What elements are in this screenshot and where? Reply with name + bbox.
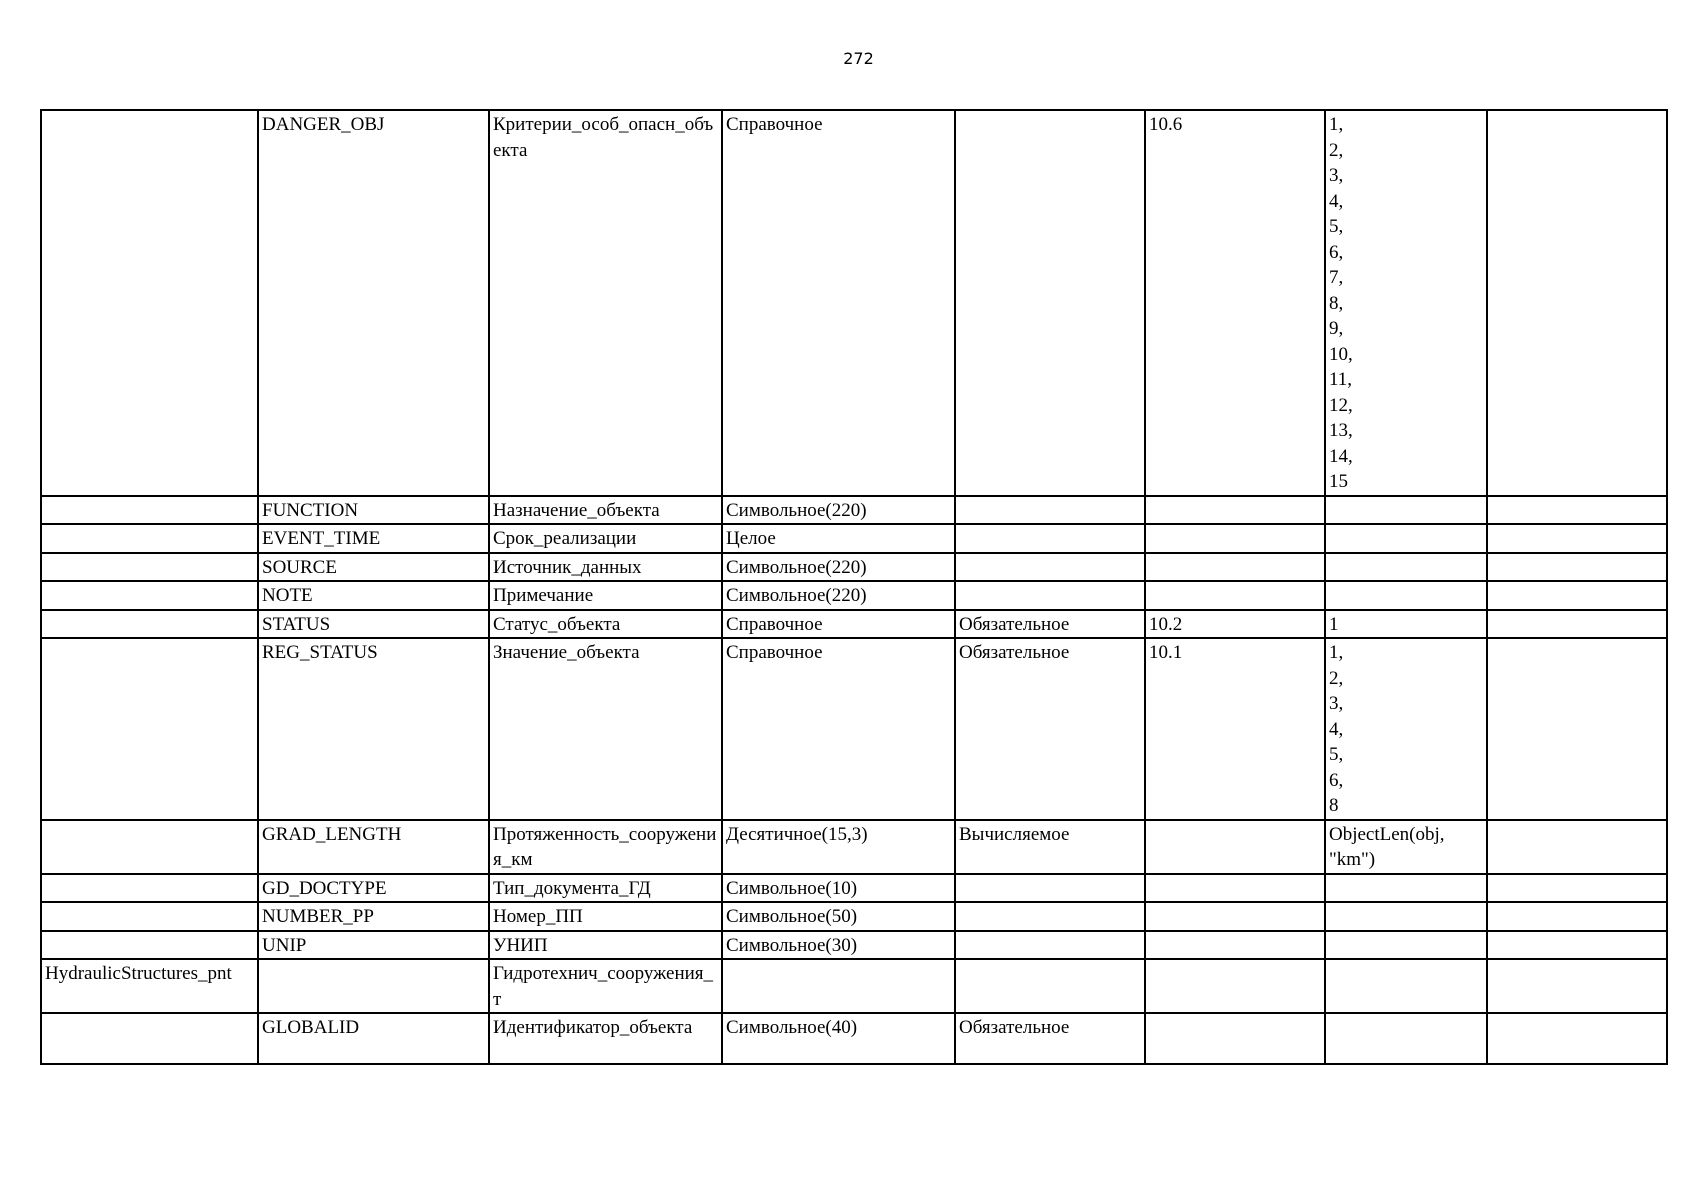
- extra-cell: [1487, 874, 1667, 903]
- requirement-cell: [955, 902, 1145, 931]
- reference-cell: 10.6: [1145, 110, 1325, 496]
- type-cell: Символьное(10): [722, 874, 955, 903]
- extra-cell: [1487, 820, 1667, 874]
- layer-cell: [41, 931, 258, 960]
- table-row: [41, 553, 1667, 582]
- requirement-cell: [955, 959, 1145, 1013]
- table-row: [41, 874, 1667, 903]
- table-row: [41, 524, 1667, 553]
- extra-cell: [1487, 553, 1667, 582]
- type-cell: Символьное(50): [722, 902, 955, 931]
- field-name-cell: STATUS: [258, 610, 489, 639]
- reference-cell: [1145, 524, 1325, 553]
- field-name-cell: UNIP: [258, 931, 489, 960]
- layer-cell: [41, 110, 258, 496]
- layer-cell: [41, 1013, 258, 1064]
- alias-cell: Примечание: [489, 581, 722, 610]
- reference-cell: [1145, 902, 1325, 931]
- alias-cell: Источник_данных: [489, 553, 722, 582]
- layer-cell: [41, 638, 258, 820]
- values-cell: 1, 2, 3, 4, 5, 6, 7, 8, 9, 10, 11, 12, 13, 14, 15: [1325, 110, 1487, 496]
- requirement-cell: [955, 110, 1145, 496]
- layer-cell: [41, 874, 258, 903]
- type-cell: Символьное(30): [722, 931, 955, 960]
- attribute-table: [40, 109, 1668, 1065]
- field-name-cell: GD_DOCTYPE: [258, 874, 489, 903]
- type-cell: Целое: [722, 524, 955, 553]
- requirement-cell: [955, 524, 1145, 553]
- extra-cell: [1487, 959, 1667, 1013]
- type-cell: Символьное(220): [722, 496, 955, 525]
- layer-cell: HydraulicStructures_pnt: [41, 959, 258, 1013]
- field-name-cell: NOTE: [258, 581, 489, 610]
- field-name-cell: EVENT_TIME: [258, 524, 489, 553]
- field-name-cell: DANGER_OBJ: [258, 110, 489, 496]
- type-cell: Справочное: [722, 110, 955, 496]
- layer-cell: [41, 524, 258, 553]
- values-cell: ObjectLen(obj, "km"): [1325, 820, 1487, 874]
- requirement-cell: Обязательное: [955, 1013, 1145, 1064]
- table-row: [41, 581, 1667, 610]
- page-number: 272: [843, 49, 874, 68]
- table-row: [41, 610, 1667, 639]
- layer-cell: [41, 496, 258, 525]
- reference-cell: [1145, 1013, 1325, 1064]
- extra-cell: [1487, 110, 1667, 496]
- table-row: [41, 1013, 1667, 1064]
- alias-cell: УНИП: [489, 931, 722, 960]
- layer-cell: [41, 581, 258, 610]
- field-name-cell: FUNCTION: [258, 496, 489, 525]
- values-cell: [1325, 874, 1487, 903]
- extra-cell: [1487, 902, 1667, 931]
- reference-cell: [1145, 496, 1325, 525]
- extra-cell: [1487, 496, 1667, 525]
- field-name-cell: NUMBER_PP: [258, 902, 489, 931]
- requirement-cell: [955, 553, 1145, 582]
- alias-cell: Срок_реализации: [489, 524, 722, 553]
- alias-cell: Номер_ПП: [489, 902, 722, 931]
- extra-cell: [1487, 1013, 1667, 1064]
- table-row: [41, 638, 1667, 820]
- values-cell: 1, 2, 3, 4, 5, 6, 8: [1325, 638, 1487, 820]
- extra-cell: [1487, 638, 1667, 820]
- table-row: [41, 959, 1667, 1013]
- reference-cell: 10.2: [1145, 610, 1325, 639]
- alias-cell: Статус_объекта: [489, 610, 722, 639]
- layer-cell: [41, 820, 258, 874]
- reference-cell: [1145, 581, 1325, 610]
- alias-cell: Назначение_объекта: [489, 496, 722, 525]
- alias-cell: Тип_документа_ГД: [489, 874, 722, 903]
- type-cell: Справочное: [722, 610, 955, 639]
- alias-cell: Протяженность_сооружения_км: [489, 820, 722, 874]
- values-cell: [1325, 902, 1487, 931]
- requirement-cell: [955, 931, 1145, 960]
- alias-cell: Гидротехнич_сооружения_т: [489, 959, 722, 1013]
- extra-cell: [1487, 610, 1667, 639]
- field-name-cell: REG_STATUS: [258, 638, 489, 820]
- requirement-cell: Вычисляемое: [955, 820, 1145, 874]
- field-name-cell: [258, 959, 489, 1013]
- extra-cell: [1487, 581, 1667, 610]
- type-cell: [722, 959, 955, 1013]
- values-cell: [1325, 1013, 1487, 1064]
- alias-cell: Идентификатор_объекта: [489, 1013, 722, 1064]
- table-row: [41, 110, 1667, 496]
- reference-cell: [1145, 553, 1325, 582]
- type-cell: Справочное: [722, 638, 955, 820]
- alias-cell: Критерии_особ_опасн_объекта: [489, 110, 722, 496]
- requirement-cell: [955, 581, 1145, 610]
- layer-cell: [41, 902, 258, 931]
- table-row: [41, 902, 1667, 931]
- extra-cell: [1487, 931, 1667, 960]
- values-cell: [1325, 553, 1487, 582]
- values-cell: [1325, 959, 1487, 1013]
- values-cell: [1325, 524, 1487, 553]
- requirement-cell: Обязательное: [955, 638, 1145, 820]
- field-name-cell: GRAD_LENGTH: [258, 820, 489, 874]
- requirement-cell: [955, 874, 1145, 903]
- reference-cell: [1145, 931, 1325, 960]
- reference-cell: 10.1: [1145, 638, 1325, 820]
- type-cell: Символьное(220): [722, 581, 955, 610]
- type-cell: Символьное(220): [722, 553, 955, 582]
- requirement-cell: Обязательное: [955, 610, 1145, 639]
- type-cell: Десятичное(15,3): [722, 820, 955, 874]
- reference-cell: [1145, 959, 1325, 1013]
- layer-cell: [41, 553, 258, 582]
- table-row: [41, 820, 1667, 874]
- reference-cell: [1145, 820, 1325, 874]
- alias-cell: Значение_объекта: [489, 638, 722, 820]
- values-cell: [1325, 931, 1487, 960]
- reference-cell: [1145, 874, 1325, 903]
- values-cell: [1325, 581, 1487, 610]
- values-cell: 1: [1325, 610, 1487, 639]
- layer-cell: [41, 610, 258, 639]
- requirement-cell: [955, 496, 1145, 525]
- values-cell: [1325, 496, 1487, 525]
- table-row: [41, 931, 1667, 960]
- field-name-cell: GLOBALID: [258, 1013, 489, 1064]
- field-name-cell: SOURCE: [258, 553, 489, 582]
- extra-cell: [1487, 524, 1667, 553]
- type-cell: Символьное(40): [722, 1013, 955, 1064]
- table-row: [41, 496, 1667, 525]
- table-body: [41, 110, 1667, 1064]
